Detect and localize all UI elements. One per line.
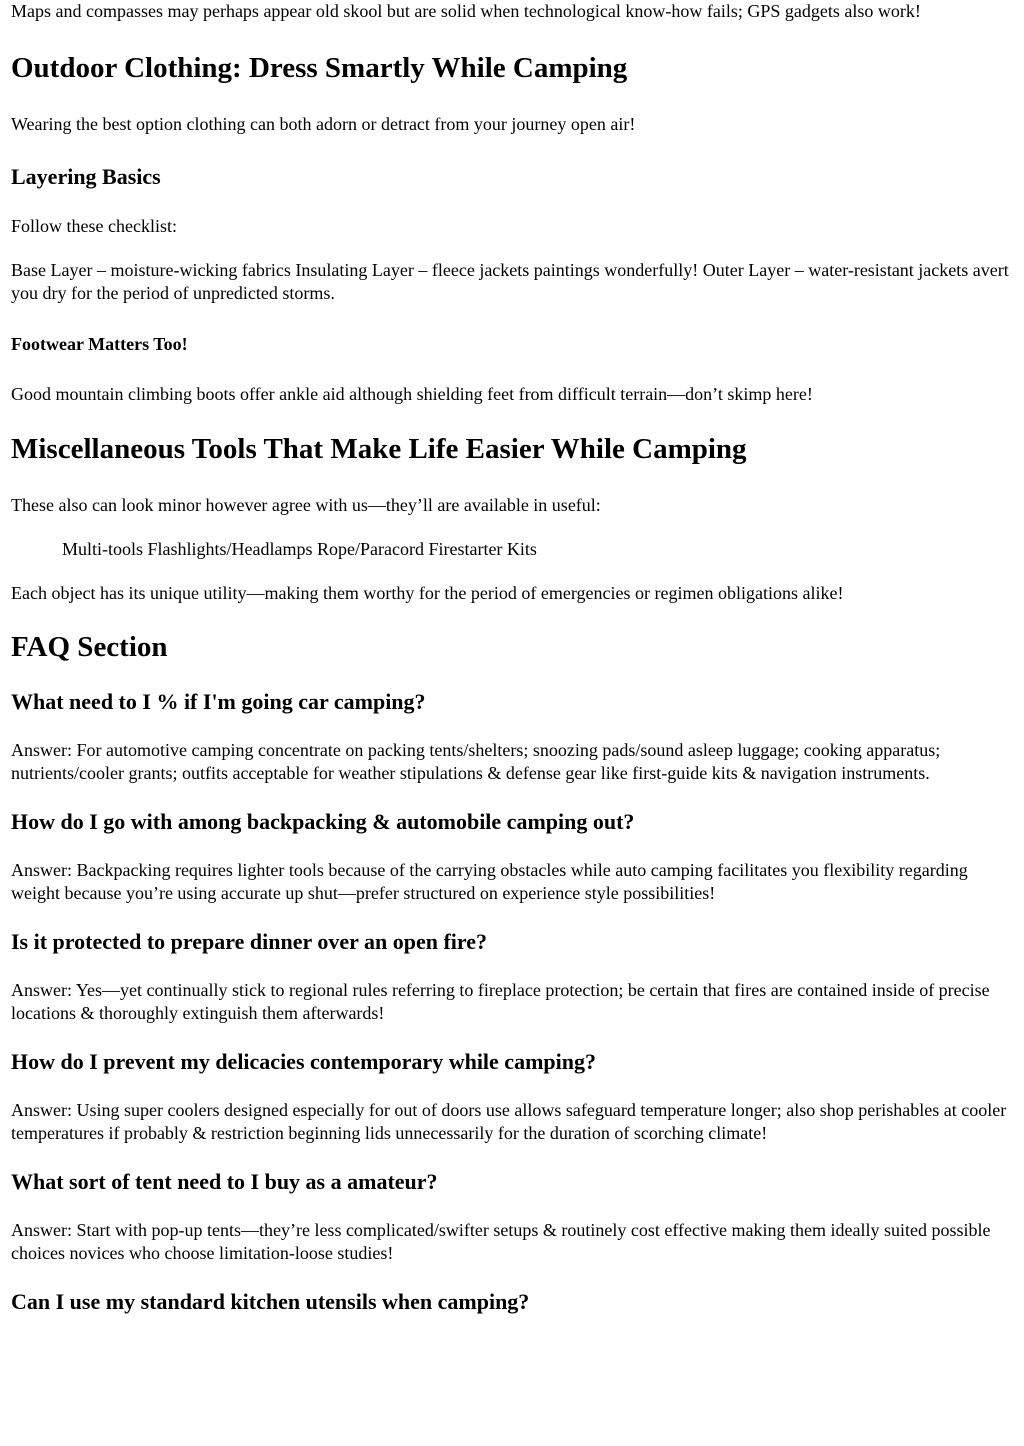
layers-paragraph: Base Layer – moisture-wicking fabrics Insulating Layer – fleece jackets paintings wonderfully! Outer Layer – water-resistant jackets avert you dry for the period of unpredicted storms. <box>11 260 1009 303</box>
faq-question: What sort of tent need to I buy as a amateur? <box>11 1169 438 1194</box>
tools-list: Multi-tools Flashlights/Headlamps Rope/Paracord Firestarter Kits <box>62 539 537 559</box>
clothing-heading: Outdoor Clothing: Dress Smartly While Camping <box>11 52 628 84</box>
misc-tools-paragraph: These also can look minor however agree with us—they’ll are available in useful: <box>11 495 601 515</box>
footwear-paragraph: Good mountain climbing boots offer ankle aid although shielding feet from difficult terrain—don’t skimp here! <box>11 384 813 404</box>
clothing-paragraph: Wearing the best option clothing can both adorn or detract from your journey open air! <box>11 114 636 134</box>
faq-question: How do I prevent my delicacies contemporary while camping? <box>11 1049 596 1074</box>
tools-utility-paragraph: Each object has its unique utility—making them worthy for the period of emergencies or regimen obligations alike! <box>11 583 844 603</box>
faq-answer: Answer: Using super coolers designed especially for out of doors use allows safeguard temperature longer; also shop perishables at cooler temperatures if probably & restriction beginning lids unnecessarily for the duration of scorching climate! <box>11 1100 1007 1143</box>
misc-tools-heading: Miscellaneous Tools That Make Life Easier While Camping <box>11 433 747 465</box>
checklist-intro: Follow these checklist: <box>11 216 177 236</box>
layering-heading: Layering Basics <box>11 164 161 189</box>
faq-question: What need to I % if I'm going car camping? <box>11 689 426 714</box>
footwear-heading: Footwear Matters Too! <box>11 334 188 354</box>
faq-question: Is it protected to prepare dinner over an open fire? <box>11 929 488 954</box>
faq-answer: Answer: Backpacking requires lighter tools because of the carrying obstacles while auto camping facilitates you flexibility regarding weight because you’re using accurate up shut—prefer structured on experience style possibilities! <box>11 860 968 903</box>
faq-answer: Answer: For automotive camping concentrate on packing tents/shelters; snoozing pads/sound asleep luggage; cooking apparatus; nutrients/cooler grants; outfits acceptable for weather stipulations & defense gear like first-guide kits & navigation instruments. <box>11 740 941 783</box>
faq-question: How do I go with among backpacking & automobile camping out? <box>11 809 635 834</box>
intro-paragraph: Maps and compasses may perhaps appear old skool but are solid when technological know-how fails; GPS gadgets also work! <box>11 1 921 21</box>
faq-heading: FAQ Section <box>11 631 168 663</box>
faq-answer: Answer: Yes—yet continually stick to regional rules referring to fireplace protection; be certain that fires are contained inside of precise locations & thoroughly extinguish them afterwards! <box>11 980 990 1023</box>
faq-answer: Answer: Start with pop-up tents—they’re less complicated/swifter setups & routinely cost effective making them ideally suited possible choices novices who choose limitation-loose studies! <box>11 1220 991 1263</box>
faq-question: Can I use my standard kitchen utensils when camping? <box>11 1289 530 1314</box>
